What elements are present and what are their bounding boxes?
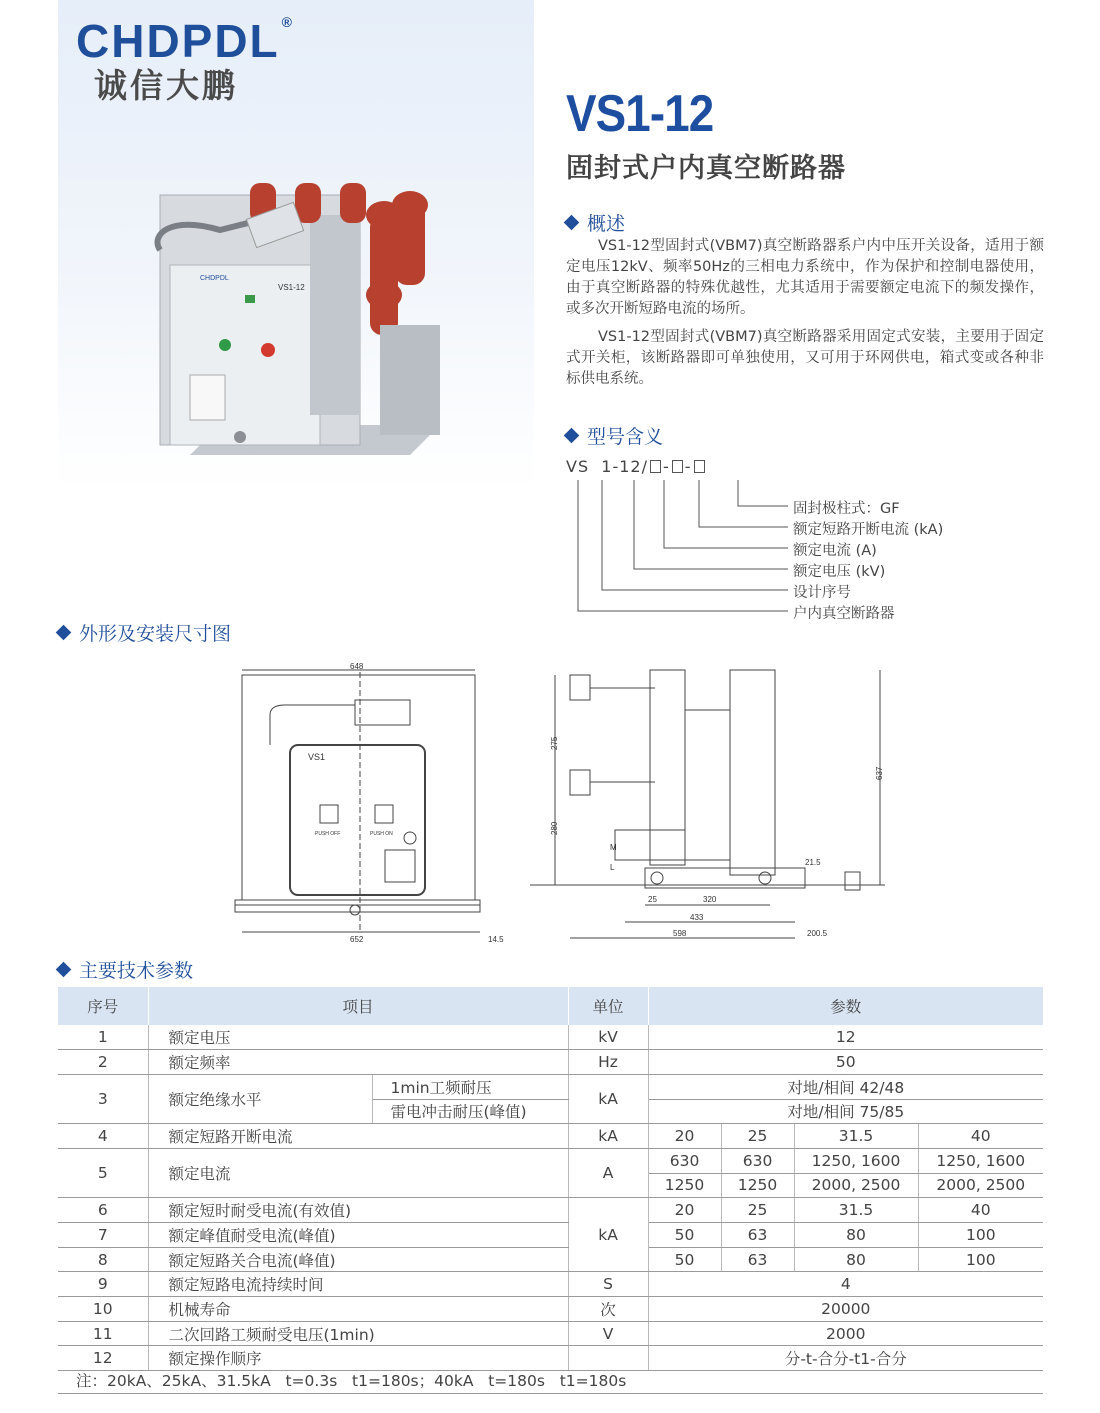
model-code-leader-lines: [566, 478, 806, 628]
row-item: 额定电流: [148, 1148, 568, 1197]
row-item: 额定峰值耐受电流(峰值): [148, 1223, 568, 1248]
code-label-pole-type: 固封极柱式：GF: [793, 501, 900, 517]
row-value: 1250: [648, 1173, 721, 1198]
dim-side-w-433: 433: [690, 913, 704, 922]
table-row: [58, 1148, 1043, 1173]
table-row: [58, 1247, 1043, 1272]
table-row: [58, 1198, 1043, 1223]
row-item: 额定操作顺序: [148, 1346, 568, 1371]
row-value: 31.5: [794, 1198, 918, 1223]
row-unit: Hz: [568, 1050, 648, 1075]
row-no: 6: [58, 1198, 148, 1223]
row-value: 630: [648, 1148, 721, 1173]
spec-table: [58, 987, 1043, 1371]
row-value: 2000, 2500: [918, 1173, 1043, 1198]
side-view-drawing: [525, 660, 905, 945]
row-item: 额定频率: [148, 1050, 568, 1075]
code-label-rated-current: 额定电流 (A): [793, 543, 877, 559]
row-item: 额定短路开断电流: [148, 1124, 568, 1149]
row-no: 3: [58, 1074, 148, 1123]
table-row: [58, 1346, 1043, 1371]
row-unit: A: [568, 1148, 648, 1197]
panel-model-label: VS1-12: [278, 283, 305, 292]
dim-side-l: L: [610, 863, 615, 872]
row-value: 63: [721, 1247, 794, 1272]
row-item: 额定短路关合电流(峰值): [148, 1247, 568, 1272]
row-value: 31.5: [794, 1124, 918, 1149]
row-value: 2000: [648, 1321, 1043, 1346]
dim-front-top-width: 648: [350, 662, 364, 671]
row-value: 630: [721, 1148, 794, 1173]
row-item: 额定电压: [148, 1025, 568, 1050]
row-unit: kA: [568, 1198, 648, 1272]
row-item: 额定短路电流持续时间: [148, 1272, 568, 1297]
row-value: 1250, 1600: [918, 1148, 1043, 1173]
overview-paragraph-1: VS1-12型固封式(VBM7)真空断路器系户内中压开关设备，适用于额定电压12kV、频率50Hz的三相电力系统中，作为保护和控制电器使用，由于真空断路器的特殊优越性，尤其适用于需要额定电流下的频发操作，或多次开断短路电流的场所。: [566, 238, 1044, 317]
dim-side-w-598: 598: [673, 929, 687, 938]
code-label-design-no: 设计序号: [793, 585, 851, 601]
row-value: 1250, 1600: [794, 1148, 918, 1173]
row-value: 100: [918, 1247, 1043, 1272]
row-no: 8: [58, 1247, 148, 1272]
product-model-title: VS1-12: [566, 85, 714, 143]
svg-text:CHDPDL: CHDPDL: [200, 275, 229, 282]
row-unit: [568, 1346, 648, 1371]
row-value: 25: [721, 1124, 794, 1149]
push-off-label: PUSH OFF: [315, 831, 341, 837]
row-value: 50: [648, 1247, 721, 1272]
row-unit: 次: [568, 1297, 648, 1322]
row-value: 对地/相间 42/48: [648, 1074, 1043, 1099]
code-placeholder-box: [672, 460, 683, 473]
model-meaning-heading: 型号含义: [566, 422, 663, 449]
footnote-divider: [58, 1393, 1043, 1394]
overview-paragraph-2: VS1-12型固封式(VBM7)真空断路器采用固定式安装，主要用于固定式开关柜，该断路器即可单独使用，又可用于环网供电，箱式变或各种非标供电系统。: [566, 329, 1044, 387]
row-value: 25: [721, 1198, 794, 1223]
table-row: [58, 1321, 1043, 1346]
diamond-bullet-icon: [564, 428, 580, 444]
col-header-unit: 单位: [568, 987, 648, 1025]
row-unit: kA: [568, 1074, 648, 1123]
overview-heading: 概述: [566, 209, 625, 236]
code-placeholder-box: [650, 460, 661, 473]
row-no: 12: [58, 1346, 148, 1371]
specs-heading: 主要技术参数: [58, 956, 193, 983]
product-subtitle: 固封式户内真空断路器: [566, 153, 846, 184]
dim-side-w-320: 320: [703, 895, 717, 904]
row-value: 对地/相间 75/85: [648, 1099, 1043, 1124]
panel-text: VS1: [308, 752, 326, 762]
row-unit: V: [568, 1321, 648, 1346]
row-value: 12: [648, 1025, 1043, 1050]
row-value: 1250: [721, 1173, 794, 1198]
row-unit: kA: [568, 1124, 648, 1149]
row-subitem: 雷电冲击耐压(峰值): [372, 1099, 568, 1124]
dim-front-side-offset: 14.5: [488, 935, 504, 944]
row-unit: kV: [568, 1025, 648, 1050]
row-item: 额定绝缘水平: [148, 1074, 372, 1123]
breaker-product-image: [150, 175, 450, 465]
brand-name-cn: 诚信大鹏: [94, 66, 238, 105]
col-header-no: 序号: [58, 987, 148, 1025]
table-row: [58, 1223, 1043, 1248]
row-no: 7: [58, 1223, 148, 1248]
push-on-label: PUSH ON: [370, 831, 393, 837]
row-subitem: 1min工频耐压: [372, 1074, 568, 1099]
dim-side-h-total: 637: [875, 766, 884, 780]
table-header-row: [58, 987, 1043, 1025]
row-no: 9: [58, 1272, 148, 1297]
table-row: [58, 1050, 1043, 1075]
dimensions-heading: 外形及安装尺寸图: [58, 619, 231, 646]
table-row: [58, 1074, 1043, 1099]
spec-footnote: 注：20kA、25kA、31.5kA t=0.3s t1=180s；40kA t=180s t1=180s: [76, 1372, 627, 1390]
row-no: 11: [58, 1321, 148, 1346]
row-no: 4: [58, 1124, 148, 1149]
row-value: 分-t-合分-t1-合分: [648, 1346, 1043, 1371]
row-value: 40: [918, 1124, 1043, 1149]
col-header-value: 参数: [648, 987, 1043, 1025]
dim-side-h-lower: 280: [550, 821, 559, 835]
col-header-item: 项目: [148, 987, 568, 1025]
row-value: 100: [918, 1223, 1043, 1248]
row-value: 50: [648, 1223, 721, 1248]
table-row: [58, 1297, 1043, 1322]
diamond-bullet-icon: [564, 215, 580, 231]
row-no: 5: [58, 1148, 148, 1197]
row-value: 2000, 2500: [794, 1173, 918, 1198]
row-item: 二次回路工频耐受电压(1min): [148, 1321, 568, 1346]
row-no: 10: [58, 1297, 148, 1322]
row-no: 1: [58, 1025, 148, 1050]
row-value: 20000: [648, 1297, 1043, 1322]
row-value: 80: [794, 1223, 918, 1248]
diamond-bullet-icon: [56, 625, 72, 641]
row-value: 80: [794, 1247, 918, 1272]
row-value: 20: [648, 1198, 721, 1223]
code-label-breaking-current: 额定短路开断电流 (kA): [793, 522, 944, 538]
dim-side-m: M: [610, 843, 617, 852]
row-no: 2: [58, 1050, 148, 1075]
dim-side-w-200: 200.5: [807, 929, 828, 938]
front-view-drawing: [230, 660, 520, 945]
row-value: 50: [648, 1050, 1043, 1075]
dim-side-w-215: 21.5: [805, 858, 821, 867]
table-row: [58, 1025, 1043, 1050]
diamond-bullet-icon: [56, 962, 72, 978]
table-row: [58, 1124, 1043, 1149]
code-label-rated-voltage: 额定电压 (kV): [793, 564, 886, 580]
row-item: 额定短时耐受电流(有效值): [148, 1198, 568, 1223]
row-value: 40: [918, 1198, 1043, 1223]
row-value: 63: [721, 1223, 794, 1248]
dim-front-bottom-width: 652: [350, 935, 364, 944]
code-placeholder-box: [694, 460, 705, 473]
row-unit: S: [568, 1272, 648, 1297]
table-row: [58, 1272, 1043, 1297]
model-code: VS 1-12/ - -: [566, 457, 707, 476]
dim-side-w-25: 25: [648, 895, 657, 904]
row-value: 4: [648, 1272, 1043, 1297]
code-label-indoor-breaker: 户内真空断路器: [793, 606, 895, 622]
row-value: 20: [648, 1124, 721, 1149]
row-item: 机械寿命: [148, 1297, 568, 1322]
dim-side-h-upper: 275: [550, 736, 559, 750]
brand-logo: CHDPDL ®: [76, 14, 294, 67]
